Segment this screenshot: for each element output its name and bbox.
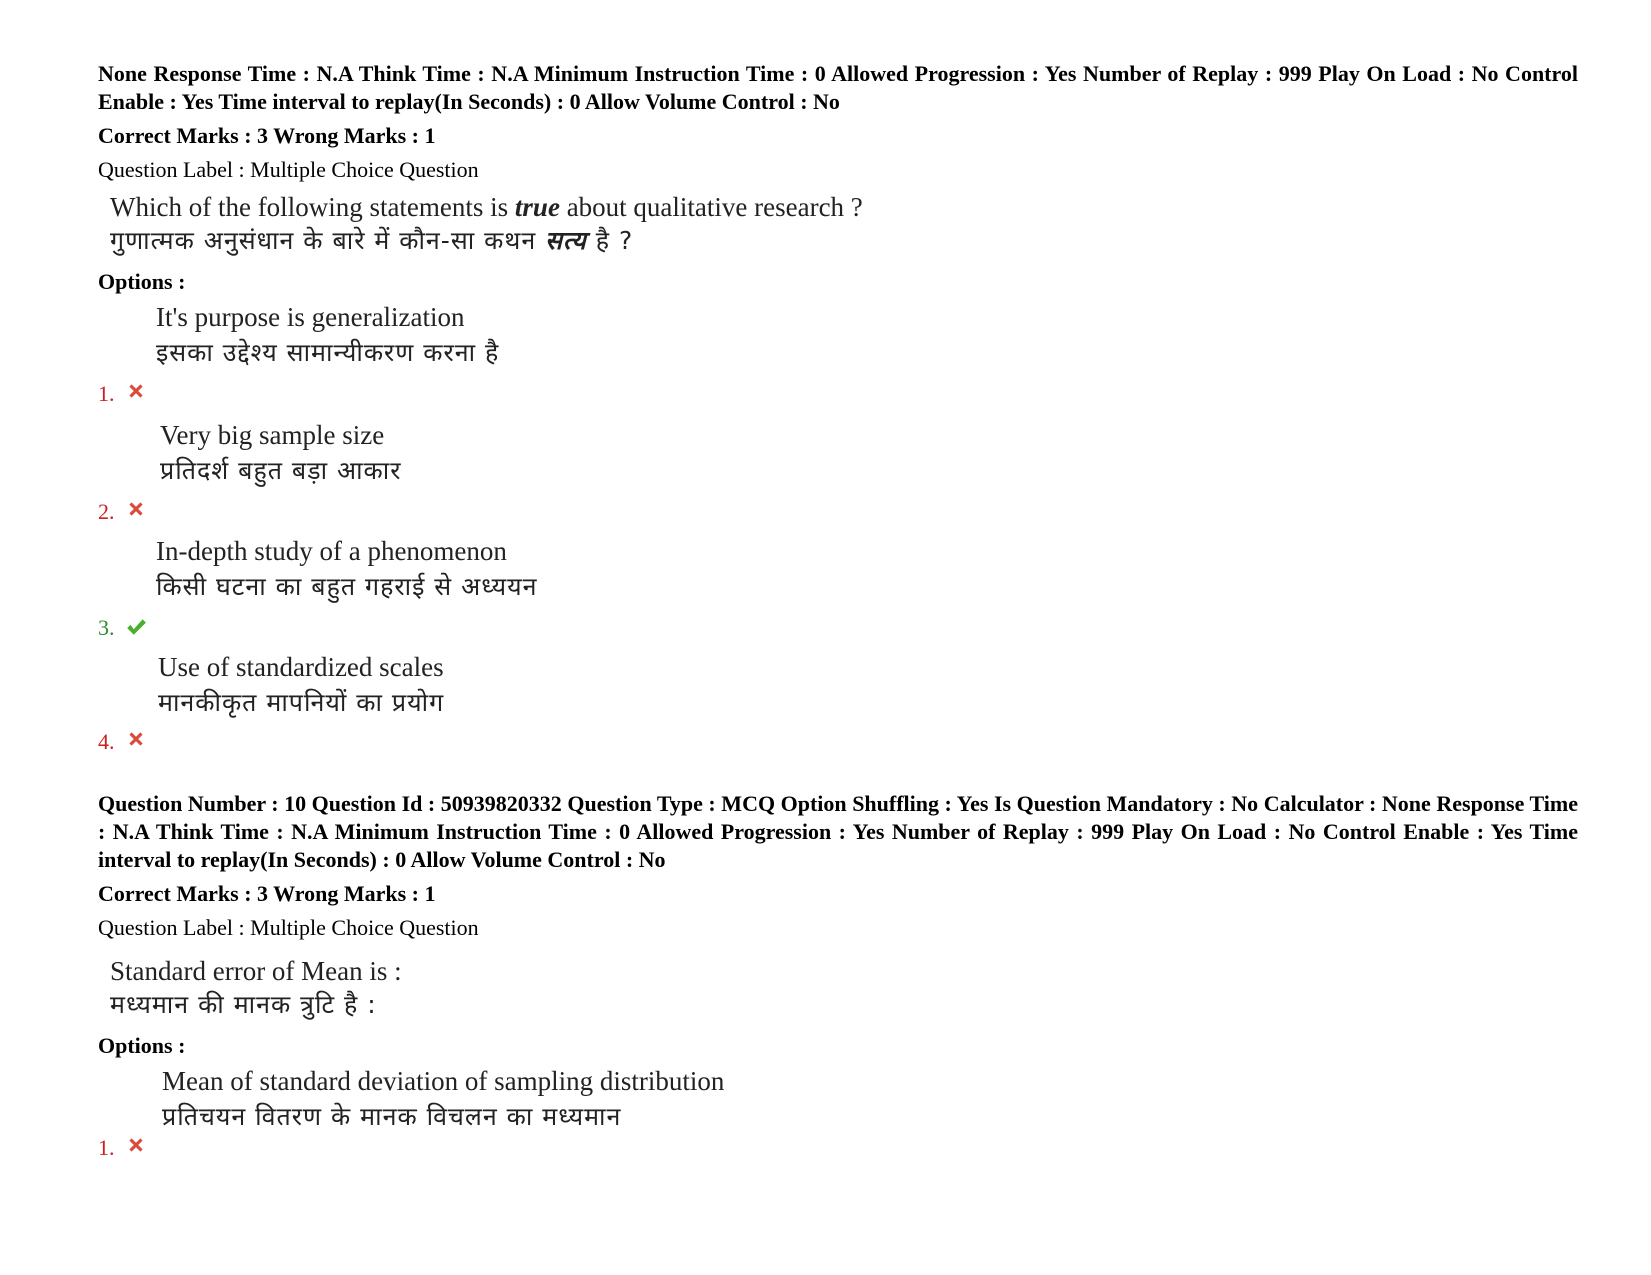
cross-icon: [125, 1134, 147, 1156]
option-number: 2.: [98, 499, 115, 524]
option-text-english: Use of standardized scales: [158, 652, 444, 682]
cross-icon: [125, 728, 147, 750]
option-text: [156, 300, 499, 372]
option-number: 4.: [98, 729, 115, 754]
option-3: [98, 530, 1578, 646]
option-text: [160, 418, 401, 490]
question-block-9: [98, 60, 1578, 760]
question-meta: None Response Time : N.A Think Time : N.A Minimum Instruction Time : 0 Allowed Progression : Yes Number of Replay : 999 Play On Load : No Control Enable : Yes Time interval to replay(In Seconds) : 0 Allow Volume Control : No: [98, 61, 1578, 114]
option-text-english: Very big sample size: [160, 420, 385, 450]
option-text-english: It's purpose is generalization: [156, 302, 465, 332]
question-text-hindi: गुणात्मक अनुसंधान के बारे में कौन-सा कथन सत्य है ?: [110, 226, 634, 255]
option-4: [98, 646, 1578, 760]
option-text-hindi: मानकीकृत मापनियों का प्रयोग: [158, 688, 445, 717]
option-text-english: In-depth study of a phenomenon: [156, 536, 507, 566]
option-text-hindi: इसका उद्देश्य सामान्यीकरण करना है: [156, 338, 500, 367]
option-text-hindi: किसी घटना का बहुत गहराई से अध्ययन: [156, 572, 538, 601]
question-text: [110, 190, 1578, 258]
cross-icon: [125, 380, 147, 402]
option-text-english: Mean of standard deviation of sampling distribution: [162, 1066, 725, 1096]
option-text: [158, 650, 444, 722]
question-text: [110, 954, 1578, 1022]
option-number: 1.: [98, 381, 115, 406]
option-text: [162, 1064, 724, 1136]
option-2: [98, 414, 1578, 530]
option-text-hindi: प्रतिदर्श बहुत बड़ा आकार: [160, 456, 402, 485]
options-heading: Options :: [98, 1033, 186, 1058]
check-icon: [125, 616, 147, 638]
question-label: Question Label : Multiple Choice Question: [98, 915, 479, 940]
question-marks: Correct Marks : 3 Wrong Marks : 1: [98, 881, 436, 906]
question-marks: Correct Marks : 3 Wrong Marks : 1: [98, 123, 436, 148]
question-text-hindi: मध्यमान की मानक त्रुटि है :: [110, 990, 377, 1019]
question-label: Question Label : Multiple Choice Question: [98, 157, 479, 182]
option-text-hindi: प्रतिचयन वितरण के मानक विचलन का मध्यमान: [162, 1102, 622, 1131]
option-number: 1.: [98, 1135, 115, 1160]
option-1: [98, 296, 1578, 414]
cross-icon: [125, 498, 147, 520]
question-text-english: Standard error of Mean is :: [110, 956, 402, 986]
question-meta: Question Number : 10 Question Id : 50939820332 Question Type : MCQ Option Shuffling : Yes Is Question Mandatory : No Calculator : None Response Time : N.A Think Time : N.A Minimum Instruction Time : 0 Allowed Progression : Yes Number of Replay : 999 Play On Load : No Control Enable : Yes Time interval to replay(In Seconds) : 0 Allow Volume Control : No: [98, 791, 1578, 872]
question-block-10: [98, 790, 1578, 1166]
option-number: 3.: [98, 615, 115, 640]
option-text: [156, 534, 538, 606]
question-paper-page: [98, 60, 1578, 1160]
question-text-english: Which of the following statements is true about qualitative research ?: [110, 192, 863, 222]
option-1: [98, 1060, 1578, 1166]
options-heading: Options :: [98, 269, 186, 294]
